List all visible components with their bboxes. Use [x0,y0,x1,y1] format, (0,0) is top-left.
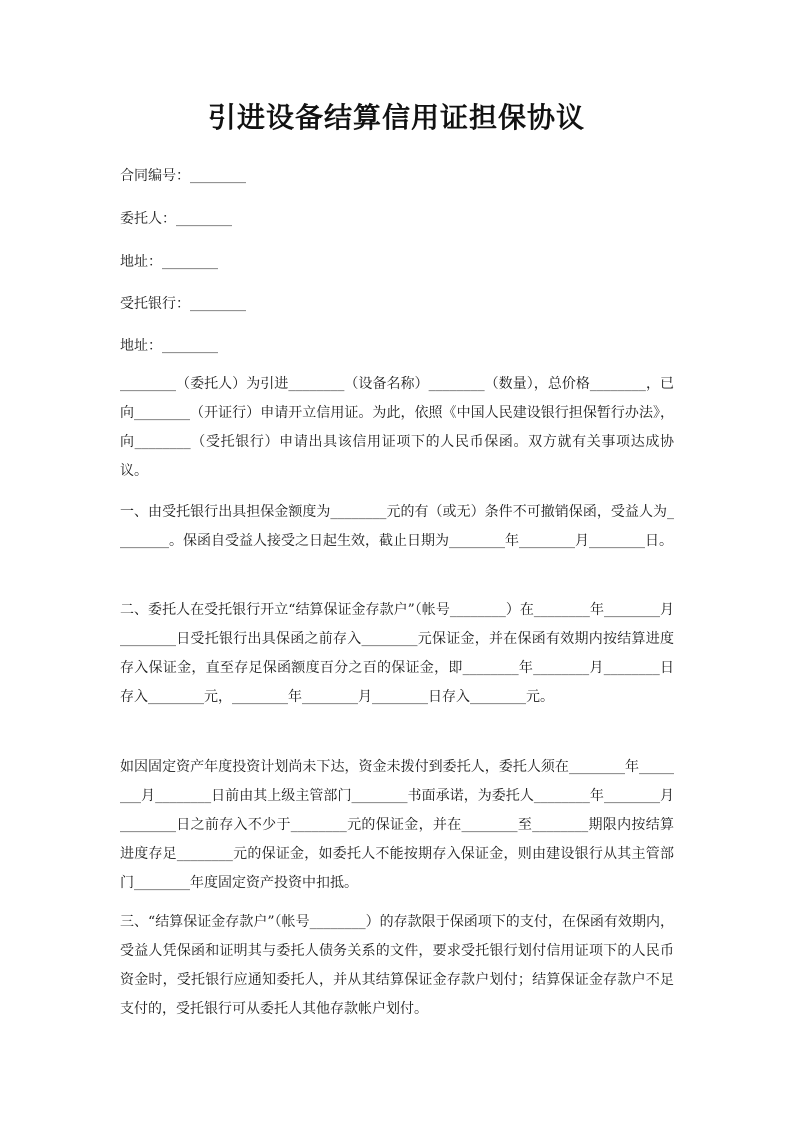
clause-2-supplement-paragraph: 如因固定资产年度投资计划尚未下达，资金未拨付到委托人，委托人须在________年________月________日前由其上级主管部门________书面承诺，为委托人________年________月________日之前存入不少于________元的保证金，并在________至________期限内按结算进度存足________元的保证金，如委托人不能按期存入保证金，则由建设银行从其主管部门________年度固定资产投资中扣抵。 [120,759,674,891]
bank-address-field: 地址：________ [120,338,218,354]
bank-field: 受托银行：________ [120,296,246,312]
contract-number-field: 合同编号：________ [120,168,246,184]
clause-3-paragraph: 三、“结算保证金存款户”（帐号________）的存款限于保函项下的支付，在保函有效期内，受益人凭保函和证明其与委托人债务关系的文件，要求受托银行划付信用证项下的人民币资金时，受托银行应通知委托人，并从其结算保证金存款户划付；结算保证金存款户不足支付的，受托银行可从委托人其他存款帐户划付。 [120,914,674,1017]
intro-paragraph: ________（委托人）为引进________（设备名称）________（数量），总价格________，已向________（开证行）申请开立信用证。为此，依照《中国人民建设银行担保暂行办法》，向________（受托银行）申请出具该信用证项下的人民币保函。双方就有关事项达成协议。 [120,376,674,479]
principal-address-field: 地址：________ [120,254,218,270]
document-title: 引进设备结算信用证担保协议 [207,101,585,134]
clause-1-paragraph: 一、由受托银行出具担保金额度为________元的有（或无）条件不可撤销保函，受益人为________。保函自受益人接受之日起生效，截止日期为________年________月________日。 [120,504,674,549]
clause-2-paragraph: 二、委托人在受托银行开立“结算保证金存款户”（帐号________）在________年________月________日受托银行出具保函之前存入________元保证金，并在保函有效期内按结算进度存入保证金，直至存足保函额度百分之百的保证金，即________年________月________日存入________元，________年________月________日存入________元。 [120,602,674,705]
principal-field: 委托人：________ [120,211,232,227]
